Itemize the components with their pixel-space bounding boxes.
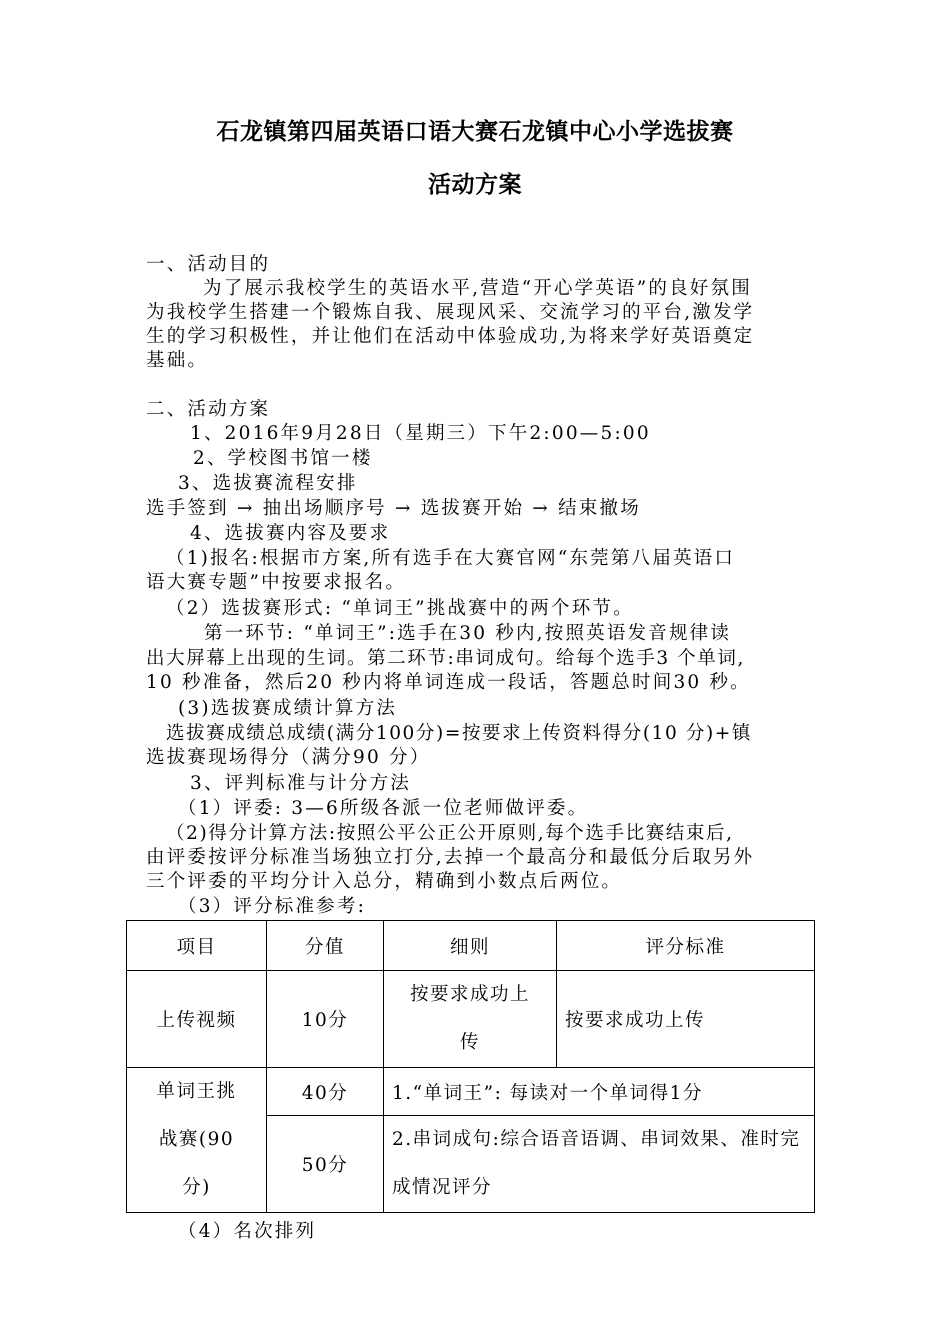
section2-item-time: 1、2016年9月28日（星期三）下午2:00—5:00 [190,423,651,444]
section1-paragraph-line: 为了展示我校学生的英语水平,营造“开心学英语”的良好氛围 [203,278,752,299]
cell-upload-detail [384,971,557,1068]
section1-paragraph-line: 生的学习积极性，并让他们在活动中体验成功,为将来学好英语奠定 [146,326,755,347]
judges-line: （1）评委: 3—6所级各派一位老师做评委。 [178,798,589,819]
registration-line: 语大赛专题”中按要求报名。 [146,572,407,593]
criteria-heading: （3）评分标准参考: [178,896,367,917]
cell-wordking-item-line: 单词王挑 [156,1081,237,1102]
cell-upload-detail-line: 传 [459,1032,480,1053]
cell-sentence-detail [384,1116,815,1213]
cell-sentence-detail-line: 成情况评分 [392,1177,493,1198]
registration-line: （1)报名:根据市方案,所有选手在大赛官网“东莞第八届英语口 [166,548,736,569]
section2-item-content: 4、选拔赛内容及要求 [190,523,391,544]
header-detail: 细则 [384,921,557,971]
cell-upload-item: 上传视频 [127,971,267,1068]
table-header-row [127,921,815,971]
cell-upload-standard: 按要求成功上传 [557,971,815,1068]
table-row [127,971,815,1068]
judging-heading: 3、评判标准与计分方法 [190,773,411,794]
cell-upload-detail-line: 按要求成功上 [409,984,530,1005]
cell-wordking-item-line: 分) [182,1177,211,1198]
ranking-heading: （4）名次排列 [178,1221,317,1242]
document-title-line1: 石龙镇第四届英语口语大赛石龙镇中心小学选拔赛 [216,119,734,145]
header-item: 项目 [127,921,267,971]
scoring-line: （2)得分计算方法:按照公平公正公开原则,每个选手比赛结束后, [166,823,734,844]
section1-paragraph-line: 为我校学生搭建一个锻炼自我、展现风采、交流学习的平台,激发学 [146,302,755,323]
cell-wordking-item [127,1068,267,1213]
score-method-line: 选拔赛成绩总成绩(满分100分)=按要求上传资料得分(10 分)+镇 [166,723,753,744]
header-score: 分值 [267,921,384,971]
cell-wordking-item-line: 战赛(90 [158,1129,235,1150]
cell-sentence-detail-line: 2.串词成句:综合语音语调、串词效果、准时完 [392,1129,801,1150]
score-method-heading: (3)选拔赛成绩计算方法 [178,698,398,719]
section1-paragraph-line: 基础。 [146,350,209,371]
scoring-line: 由评委按评分标准当场独立打分,去掉一个最高分和最低分后取另外 [146,847,755,868]
format-line: 10 秒准备，然后20 秒内将单词连成一段话，答题总时间30 秒。 [146,672,751,693]
section2-heading: 二、活动方案 [146,399,271,420]
scoring-table [126,920,815,1213]
document-title-line2: 活动方案 [428,172,522,198]
score-method-line: 选拔赛现场得分（满分90 分） [146,747,431,768]
cell-wordking-score: 40分 [267,1068,384,1116]
process-flow: 选手签到 → 抽出场顺序号 → 选拔赛开始 → 结束撤场 [146,498,641,519]
section2-item-place: 2、学校图书馆一楼 [193,448,373,469]
cell-upload-score: 10分 [267,971,384,1068]
cell-wordking-detail: 1.“单词王”: 每读对一个单词得1分 [384,1068,815,1116]
table-row [127,1068,815,1116]
section1-heading: 一、活动目的 [146,254,271,275]
cell-sentence-score: 50分 [267,1116,384,1213]
section2-item-process: 3、选拔赛流程安排 [178,473,358,494]
header-standard: 评分标准 [557,921,815,971]
format-line: 出大屏幕上出现的生词。第二环节:串词成句。给每个选手3 个单词, [146,648,745,669]
scoring-line: 三个评委的平均分计入总分，精确到小数点后两位。 [146,871,623,892]
format-line: 第一环节: “单词王”:选手在30 秒内,按照英语发音规律读 [204,623,732,644]
format-line: （2）选拔赛形式: “单词王”挑战赛中的两个环节。 [166,598,634,619]
